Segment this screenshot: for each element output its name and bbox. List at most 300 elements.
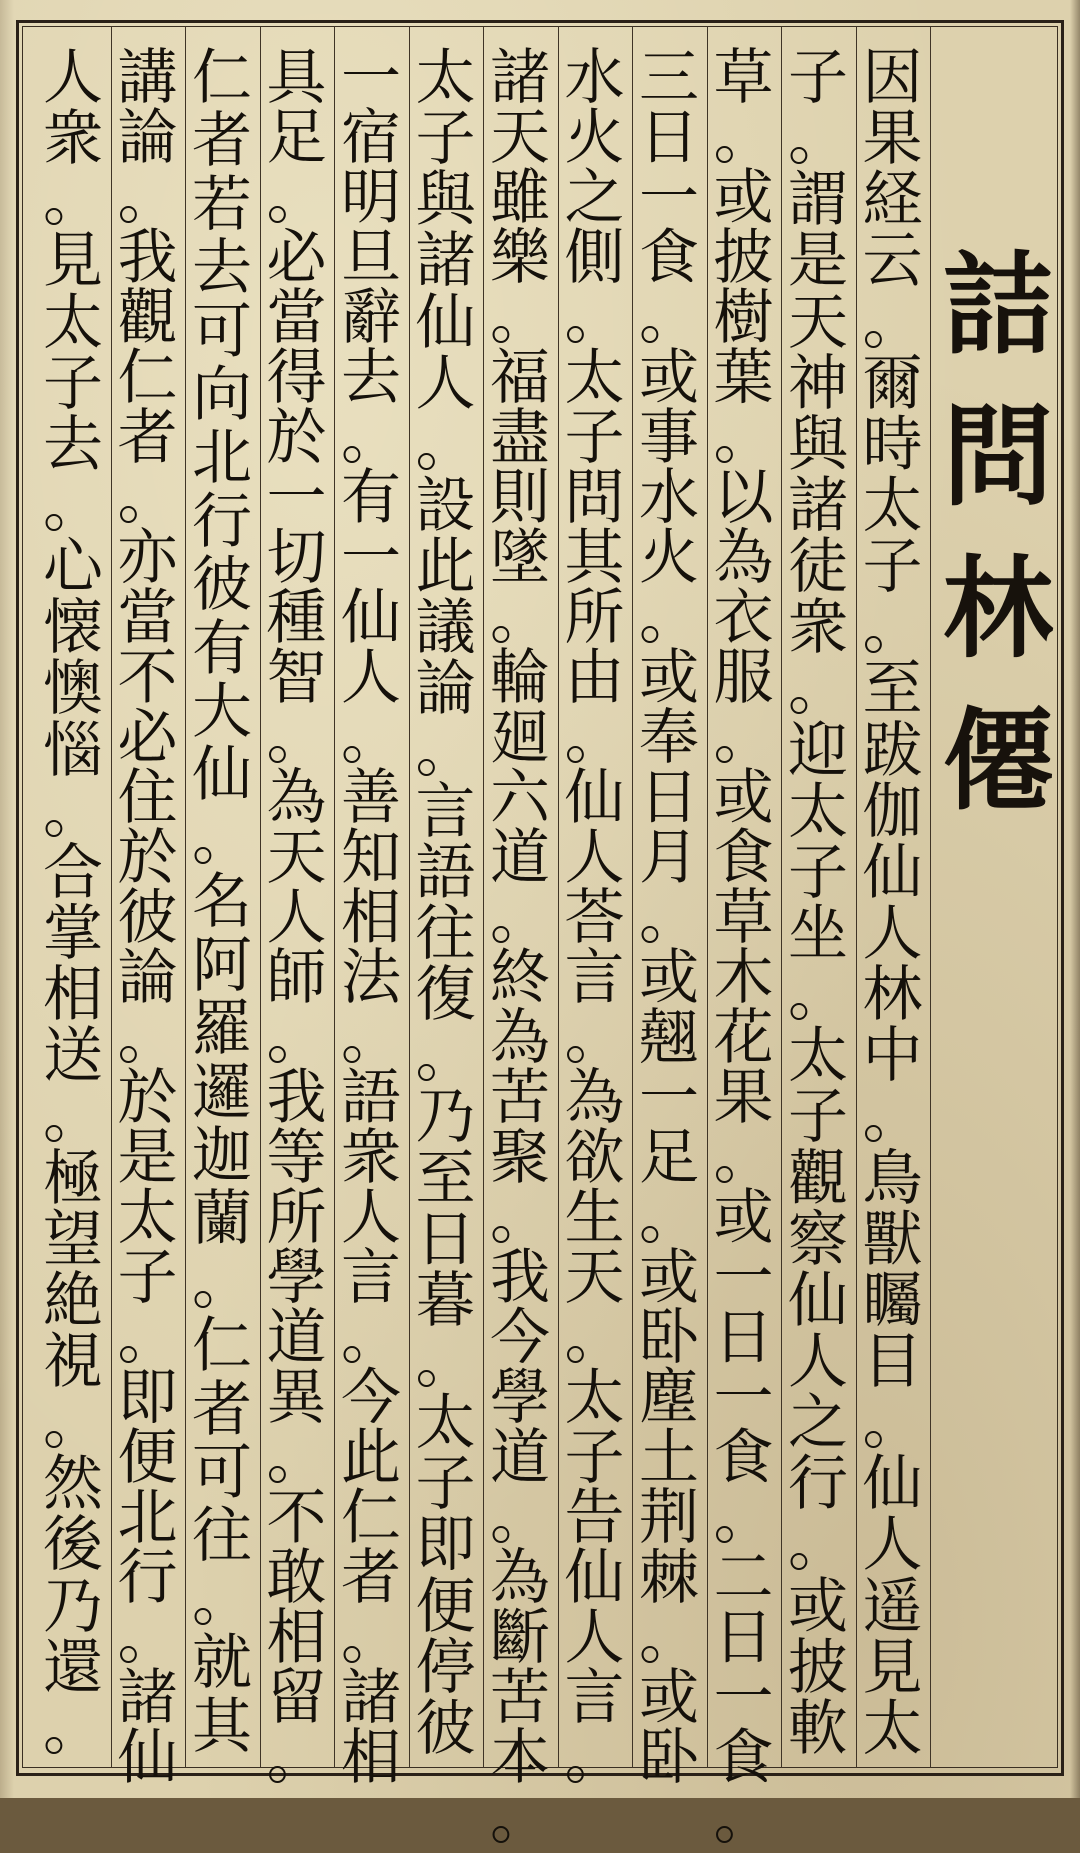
text-glyph: 塵 — [639, 1363, 699, 1433]
text-glyph: 此 — [341, 1423, 401, 1493]
text-glyph: 。 — [713, 1783, 774, 1853]
text-glyph: 。 — [564, 1003, 625, 1073]
text-glyph: 宿 — [341, 103, 401, 173]
text-glyph: 生 — [564, 1183, 625, 1253]
text-glyph: 見 — [43, 226, 103, 297]
text-glyph: 與 — [415, 165, 476, 236]
text-glyph: 仙 — [192, 740, 252, 811]
text-glyph: 草 — [713, 43, 774, 113]
text-glyph: 二 — [713, 1543, 774, 1613]
text-glyph: 太 — [788, 776, 848, 847]
text-glyph: 欲 — [564, 1123, 625, 1193]
text-glyph: 視 — [43, 1326, 103, 1397]
text-glyph: 太 — [43, 287, 103, 358]
text-glyph: 言 — [341, 1243, 401, 1313]
text-glyph: 善 — [341, 763, 401, 833]
text-glyph: 。 — [117, 1303, 178, 1373]
text-glyph: 當 — [266, 283, 327, 353]
text-glyph: 送 — [43, 1021, 103, 1092]
text-glyph: 乃 — [415, 1082, 476, 1153]
text-glyph: 林 — [862, 960, 923, 1031]
text-glyph: 六 — [490, 763, 550, 833]
text-glyph: 。 — [117, 1003, 178, 1073]
text-glyph: 仁 — [192, 1311, 252, 1382]
text-glyph: 今 — [490, 1303, 550, 1373]
text-glyph: 行 — [117, 1543, 178, 1613]
text-glyph: 。 — [192, 803, 252, 874]
text-glyph: 人 — [341, 1183, 401, 1253]
text-glyph: 衣 — [713, 583, 774, 653]
text-glyph: 。 — [713, 403, 774, 473]
text-glyph: 足 — [266, 103, 327, 173]
text-glyph: 日 — [639, 103, 699, 173]
text-glyph: 諸 — [490, 43, 550, 113]
text-glyph: 衆 — [341, 1123, 401, 1193]
text-glyph: 諸 — [341, 1663, 401, 1733]
text-glyph: 。 — [341, 403, 401, 473]
text-glyph: 時 — [862, 409, 923, 480]
text-glyph: 太 — [564, 343, 625, 413]
text-glyph: 木 — [713, 943, 774, 1013]
text-glyph: 。 — [415, 715, 476, 786]
text-glyph: 阿 — [192, 930, 252, 1001]
text-glyph: 。 — [266, 1723, 327, 1793]
text-glyph: 得 — [266, 343, 327, 413]
text-glyph: 去 — [43, 409, 103, 480]
text-glyph: 。 — [788, 960, 848, 1031]
text-glyph: 學 — [490, 1363, 550, 1433]
text-glyph: 人 — [862, 898, 923, 969]
text-glyph: 一 — [713, 1243, 774, 1313]
text-glyph: 本 — [490, 1723, 550, 1793]
text-glyph: 水 — [639, 463, 699, 533]
text-glyph: 太 — [564, 1363, 625, 1433]
text-glyph: 鳥 — [862, 1143, 923, 1214]
text-glyph: 惱 — [43, 715, 103, 786]
text-glyph: 告 — [564, 1483, 625, 1553]
text-glyph: 子 — [415, 1449, 476, 1520]
text-glyph: 三 — [639, 43, 699, 113]
text-glyph: 。 — [43, 1388, 103, 1459]
text-glyph: 日 — [713, 1303, 774, 1373]
text-glyph: 盡 — [490, 403, 550, 473]
text-glyph: 。 — [43, 1082, 103, 1153]
text-glyph: 事 — [639, 403, 699, 473]
text-glyph: 或 — [713, 1183, 774, 1253]
text-glyph: 目 — [862, 1326, 923, 1397]
text-glyph: 今 — [341, 1363, 401, 1433]
text-glyph: 之 — [564, 163, 625, 233]
text-glyph: 日 — [639, 763, 699, 833]
text-glyph: 云 — [862, 226, 923, 297]
text-glyph: 見 — [862, 1632, 923, 1703]
text-glyph: 。 — [639, 583, 699, 653]
text-glyph: 或 — [713, 763, 774, 833]
text-glyph: 道 — [266, 1303, 327, 1373]
text-glyph: 。 — [266, 163, 327, 233]
text-glyph: 言 — [415, 776, 476, 847]
text-glyph: 伽 — [862, 776, 923, 847]
text-glyph: 矚 — [862, 1265, 923, 1336]
text-column — [29, 43, 117, 1764]
text-glyph: 。 — [862, 1388, 923, 1459]
text-glyph: 草 — [713, 883, 774, 953]
text-glyph: 。 — [490, 283, 550, 353]
text-glyph: 住 — [117, 763, 178, 833]
text-glyph: 衆 — [43, 104, 103, 175]
text-glyph: 一 — [713, 1663, 774, 1733]
text-glyph: 。 — [564, 1303, 625, 1373]
text-glyph: 子 — [862, 532, 923, 603]
text-glyph: 亦 — [117, 523, 178, 593]
text-glyph: 棘 — [639, 1543, 699, 1613]
text-glyph: 。 — [788, 654, 848, 725]
text-glyph: 。 — [43, 470, 103, 541]
text-glyph: 。 — [490, 883, 550, 953]
text-glyph: 。 — [415, 1326, 476, 1397]
text-glyph: 若 — [192, 169, 252, 240]
text-glyph: 後 — [43, 1510, 103, 1581]
text-glyph: 便 — [117, 1423, 178, 1493]
text-glyph: 。 — [341, 1603, 401, 1673]
title-glyph: 僊 — [943, 696, 1053, 825]
text-glyph: 智 — [266, 643, 327, 713]
text-glyph: 學 — [266, 1243, 327, 1313]
text-glyph: 墜 — [490, 523, 550, 593]
text-glyph: 仙 — [788, 1265, 848, 1336]
text-glyph: 者 — [341, 1543, 401, 1613]
text-glyph: 或 — [788, 1571, 848, 1642]
text-glyph: 樂 — [490, 223, 550, 293]
text-glyph: 或 — [639, 1663, 699, 1733]
text-glyph: 樹 — [713, 283, 774, 353]
text-glyph: 仁 — [117, 343, 178, 413]
text-glyph: 人 — [266, 883, 327, 953]
text-glyph: 所 — [266, 1183, 327, 1253]
text-glyph: 火 — [639, 523, 699, 593]
text-glyph: 其 — [564, 523, 625, 593]
text-glyph: 或 — [713, 163, 774, 233]
text-glyph: 就 — [192, 1628, 252, 1699]
text-glyph: 或 — [639, 943, 699, 1013]
text-glyph: 觀 — [788, 1143, 848, 1214]
text-glyph: 。 — [639, 283, 699, 353]
text-glyph: 太 — [788, 1021, 848, 1092]
text-glyph: 終 — [490, 943, 550, 1013]
text-glyph: 。 — [639, 883, 699, 953]
text-glyph: 廻 — [490, 703, 550, 773]
text-glyph: 果 — [713, 1063, 774, 1133]
text-glyph: 一 — [639, 163, 699, 233]
text-glyph: 苦 — [490, 1663, 550, 1733]
text-glyph: 是 — [117, 1123, 178, 1193]
text-glyph: 人 — [564, 1603, 625, 1673]
text-glyph: 懐 — [43, 593, 103, 664]
text-glyph: 天 — [490, 103, 550, 173]
text-glyph: 太 — [862, 1693, 923, 1764]
text-glyph: 跋 — [862, 715, 923, 786]
text-glyph: 披 — [713, 223, 774, 293]
text-glyph: 彼 — [117, 883, 178, 953]
text-glyph: 為 — [564, 1063, 625, 1133]
text-glyph: 論 — [415, 654, 476, 725]
text-glyph: 仙 — [415, 287, 476, 358]
text-glyph: 。 — [341, 1303, 401, 1373]
text-glyph: 諸 — [415, 226, 476, 297]
text-glyph: 。 — [266, 1423, 327, 1493]
text-glyph: 敢 — [266, 1543, 327, 1613]
text-glyph: 不 — [117, 643, 178, 713]
text-glyph: 卧 — [639, 1303, 699, 1373]
text-glyph: 爾 — [862, 348, 923, 419]
text-glyph: 者 — [192, 106, 252, 177]
text-glyph: 所 — [564, 583, 625, 653]
text-glyph: 人 — [341, 643, 401, 713]
text-glyph: 。 — [788, 1510, 848, 1581]
text-glyph: 便 — [415, 1571, 476, 1642]
text-glyph: 卧 — [639, 1723, 699, 1793]
text-glyph: 然 — [43, 1449, 103, 1520]
text-glyph: 我 — [266, 1063, 327, 1133]
text-glyph: 仁 — [192, 43, 252, 113]
text-glyph: 食 — [713, 1423, 774, 1493]
text-glyph: 北 — [192, 423, 252, 494]
text-glyph: 迦 — [192, 1120, 252, 1191]
text-glyph: 必 — [266, 223, 327, 293]
text-glyph: 。 — [117, 163, 178, 233]
text-glyph: 講 — [117, 43, 178, 113]
text-glyph: 言 — [564, 1663, 625, 1733]
text-glyph: 相 — [341, 883, 401, 953]
text-glyph: 日 — [713, 1603, 774, 1673]
text-glyph: 。 — [862, 287, 923, 358]
text-glyph: 是 — [788, 226, 848, 297]
text-glyph: 旦 — [341, 223, 401, 293]
text-glyph: 披 — [788, 1632, 848, 1703]
text-glyph: 為 — [266, 763, 327, 833]
text-glyph: 大 — [192, 677, 252, 748]
text-glyph: 望 — [43, 1204, 103, 1275]
text-glyph: 荅 — [564, 883, 625, 953]
text-glyph: 子 — [564, 1423, 625, 1493]
text-glyph: 仙 — [564, 1543, 625, 1613]
text-glyph: 至 — [415, 1143, 476, 1214]
text-glyph: 道 — [490, 1423, 550, 1493]
text-glyph: 由 — [564, 643, 625, 713]
text-glyph: 去 — [192, 233, 252, 304]
text-glyph: 仙 — [862, 1449, 923, 1520]
text-glyph: 。 — [192, 1564, 252, 1635]
text-glyph: 足 — [639, 1123, 699, 1193]
text-glyph: 去 — [341, 343, 401, 413]
text-glyph: 復 — [415, 960, 476, 1031]
text-glyph: 迎 — [788, 715, 848, 786]
text-glyph: 者 — [117, 403, 178, 473]
text-glyph: 因 — [862, 43, 923, 113]
text-glyph: 知 — [341, 823, 401, 893]
text-glyph: 語 — [341, 1063, 401, 1133]
text-glyph: 仙 — [862, 837, 923, 908]
text-glyph: 或 — [639, 643, 699, 713]
text-glyph: 相 — [266, 1603, 327, 1673]
text-glyph: 福 — [490, 343, 550, 413]
text-glyph: 。 — [341, 1003, 401, 1073]
text-glyph: 子 — [117, 1243, 178, 1313]
text-glyph: 子 — [788, 837, 848, 908]
text-glyph: 往 — [415, 898, 476, 969]
text-glyph: 。 — [117, 463, 178, 533]
text-glyph: 羅 — [192, 994, 252, 1065]
title-glyph: 詰 — [943, 240, 1053, 369]
text-glyph: 議 — [415, 593, 476, 664]
text-glyph: 明 — [341, 163, 401, 233]
text-glyph: 之 — [788, 1388, 848, 1459]
text-glyph: 仙 — [564, 763, 625, 833]
text-glyph: 或 — [639, 1243, 699, 1313]
text-glyph: 為 — [490, 1003, 550, 1073]
text-glyph: 師 — [266, 943, 327, 1013]
text-glyph: 。 — [639, 1183, 699, 1253]
text-glyph: 其 — [192, 1691, 252, 1762]
text-glyph: 彼 — [415, 1693, 476, 1764]
text-glyph: 子 — [564, 403, 625, 473]
text-glyph: 可 — [192, 296, 252, 367]
text-glyph: 心 — [43, 532, 103, 603]
text-glyph: 問 — [564, 463, 625, 533]
text-glyph: 天 — [788, 287, 848, 358]
text-glyph: 。 — [788, 104, 848, 175]
text-glyph: 子 — [415, 104, 476, 175]
text-glyph: 。 — [415, 1021, 476, 1092]
text-glyph: 苦 — [490, 1063, 550, 1133]
text-glyph: 坐 — [788, 898, 848, 969]
text-glyph: 聚 — [490, 1123, 550, 1193]
text-glyph: 。 — [490, 1783, 550, 1853]
text-glyph: 等 — [266, 1123, 327, 1193]
text-glyph: 一 — [713, 1363, 774, 1433]
title-glyph: 問 — [943, 392, 1053, 521]
text-glyph: 論 — [117, 103, 178, 173]
text-glyph: 為 — [713, 523, 774, 593]
text-glyph: 停 — [415, 1632, 476, 1703]
text-glyph: 。 — [490, 583, 550, 653]
text-glyph: 邏 — [192, 1057, 252, 1128]
text-glyph: 。 — [639, 1603, 699, 1673]
text-glyph: 辭 — [341, 283, 401, 353]
text-glyph: 以 — [713, 463, 774, 533]
text-glyph: 乃 — [43, 1571, 103, 1642]
text-glyph: 輪 — [490, 643, 550, 713]
text-glyph: 神 — [788, 348, 848, 419]
text-glyph: 極 — [43, 1143, 103, 1214]
text-glyph: 觀 — [117, 283, 178, 353]
text-glyph: 還 — [43, 1632, 103, 1703]
text-glyph: 食 — [639, 223, 699, 293]
text-glyph: 具 — [266, 43, 327, 113]
text-glyph: 。 — [713, 703, 774, 773]
text-glyph: 一 — [639, 1063, 699, 1133]
text-glyph: 。 — [266, 703, 327, 773]
text-glyph: 留 — [266, 1663, 327, 1733]
text-glyph: 人 — [862, 1510, 923, 1581]
text-glyph: 者 — [192, 1374, 252, 1445]
text-glyph: 即 — [415, 1510, 476, 1581]
text-glyph: 。 — [564, 283, 625, 353]
text-glyph: 中 — [862, 1021, 923, 1092]
text-glyph: 語 — [415, 837, 476, 908]
text-glyph: 與 — [788, 409, 848, 480]
text-glyph: 太 — [117, 1183, 178, 1253]
text-glyph: 衆 — [788, 593, 848, 664]
text-glyph: 設 — [415, 470, 476, 541]
text-glyph: 天 — [266, 823, 327, 893]
text-glyph: 経 — [862, 165, 923, 236]
text-glyph: 雖 — [490, 163, 550, 233]
text-glyph: 行 — [192, 486, 252, 557]
title-glyph: 林 — [943, 544, 1053, 673]
text-glyph: 論 — [117, 943, 178, 1013]
text-glyph: 日 — [415, 1204, 476, 1275]
text-glyph: 。 — [43, 165, 103, 236]
text-glyph: 當 — [117, 583, 178, 653]
text-glyph: 。 — [713, 103, 774, 173]
text-glyph: 名 — [192, 867, 252, 938]
text-glyph: 月 — [639, 823, 699, 893]
text-glyph: 道 — [490, 823, 550, 893]
text-glyph: 火 — [564, 103, 625, 173]
text-glyph: 。 — [564, 1723, 625, 1793]
chapter-title — [934, 240, 1062, 858]
text-glyph: 太 — [862, 470, 923, 541]
text-glyph: 謂 — [788, 165, 848, 236]
text-glyph: 食 — [713, 1723, 774, 1793]
text-glyph: 則 — [490, 463, 550, 533]
text-glyph: 。 — [192, 1247, 252, 1318]
text-glyph: 果 — [862, 104, 923, 175]
text-glyph: 有 — [192, 613, 252, 684]
text-glyph: 子 — [43, 348, 103, 419]
text-glyph: 於 — [117, 1063, 178, 1133]
text-glyph: 異 — [266, 1363, 327, 1433]
page-edge-shadow — [1070, 0, 1080, 1798]
text-glyph: 子 — [788, 1082, 848, 1153]
text-glyph: 察 — [788, 1204, 848, 1275]
text-glyph: 太 — [415, 43, 476, 113]
text-glyph: 獸 — [862, 1204, 923, 1275]
text-glyph: 或 — [639, 343, 699, 413]
text-glyph: 土 — [639, 1423, 699, 1493]
text-glyph: 往 — [192, 1501, 252, 1572]
text-glyph: 遥 — [862, 1571, 923, 1642]
text-glyph: 側 — [564, 223, 625, 293]
text-glyph: 掌 — [43, 898, 103, 969]
text-glyph: 仙 — [341, 583, 401, 653]
text-glyph: 。 — [862, 593, 923, 664]
text-glyph: 天 — [564, 1243, 625, 1313]
text-glyph: 服 — [713, 643, 774, 713]
text-glyph: 葉 — [713, 343, 774, 413]
text-glyph: 種 — [266, 583, 327, 653]
text-glyph: 言 — [564, 943, 625, 1013]
text-glyph: 。 — [490, 1483, 550, 1553]
text-glyph: 我 — [117, 223, 178, 293]
text-glyph: 不 — [266, 1483, 327, 1553]
text-glyph: 奉 — [639, 703, 699, 773]
text-glyph: 荆 — [639, 1483, 699, 1553]
text-glyph: 食 — [713, 823, 774, 893]
text-glyph: 必 — [117, 703, 178, 773]
text-glyph: 合 — [43, 837, 103, 908]
